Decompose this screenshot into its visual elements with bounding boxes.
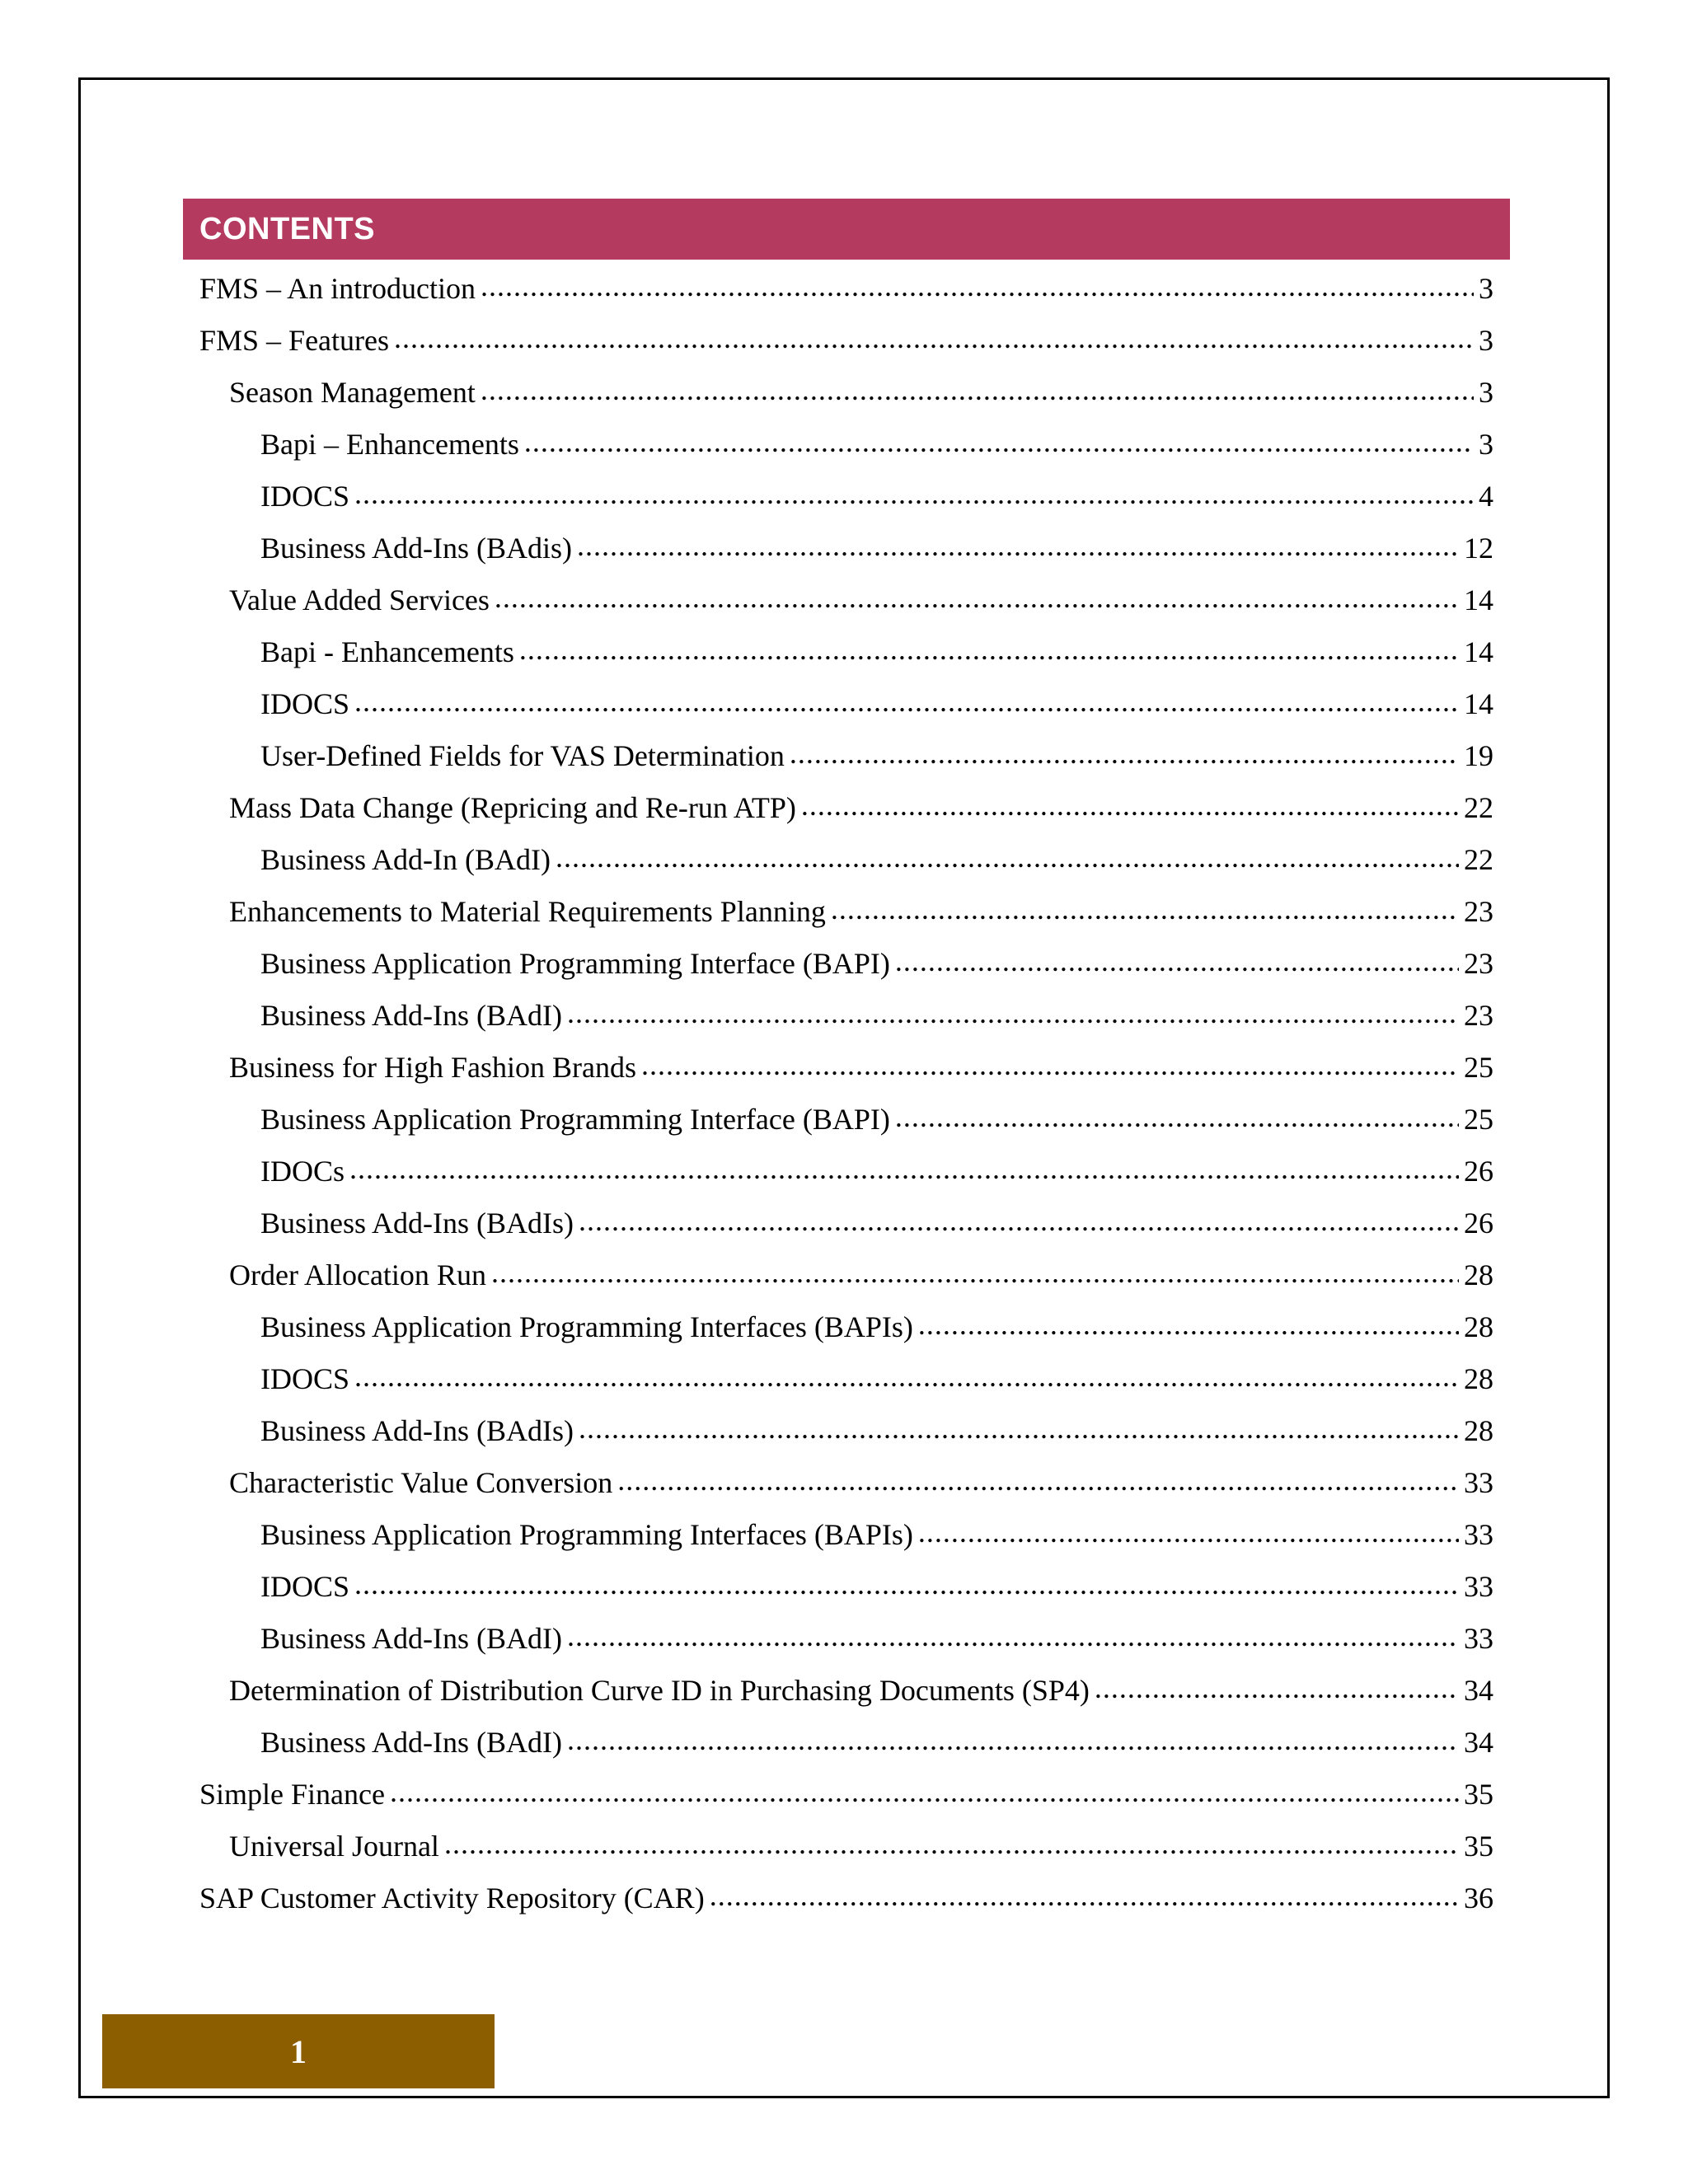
toc-entry-page: 34 bbox=[1464, 1725, 1493, 1759]
toc-entry-title: Business Add-Ins (BAdis) bbox=[260, 531, 573, 565]
toc-entry-title: Enhancements to Material Requirements Planning bbox=[229, 894, 826, 928]
toc-entry-page: 26 bbox=[1464, 1206, 1493, 1240]
page-number: 1 bbox=[290, 2032, 307, 2070]
toc-entry[interactable] bbox=[199, 626, 1493, 677]
toc-dot-leader bbox=[444, 1830, 1459, 1863]
toc-dot-leader bbox=[394, 324, 1474, 357]
toc-entry-title: Business Application Programming Interfaces (BAPIs) bbox=[260, 1517, 913, 1551]
toc-dot-leader bbox=[495, 583, 1459, 616]
toc-entry[interactable] bbox=[199, 1404, 1493, 1456]
toc-entry-title: Business Add-In (BAdI) bbox=[260, 842, 551, 876]
toc-dot-leader bbox=[710, 1882, 1459, 1915]
toc-entry[interactable] bbox=[199, 366, 1493, 418]
toc-dot-leader bbox=[354, 687, 1459, 720]
toc-entry-page: 25 bbox=[1464, 1050, 1493, 1084]
toc-entry[interactable] bbox=[199, 470, 1493, 522]
toc-entry[interactable] bbox=[199, 1872, 1493, 1924]
toc-entry-title: IDOCS bbox=[260, 479, 350, 513]
toc-entry[interactable] bbox=[199, 1508, 1493, 1560]
toc-entry[interactable] bbox=[199, 1093, 1493, 1145]
toc-entry-title: Business Application Programming Interface (BAPI) bbox=[260, 1102, 890, 1136]
toc-entry-page: 14 bbox=[1464, 635, 1493, 668]
toc-entry[interactable] bbox=[199, 677, 1493, 729]
toc-entry-title: SAP Customer Activity Repository (CAR) bbox=[199, 1881, 705, 1915]
page-number-box bbox=[102, 2014, 495, 2088]
toc-entry-page: 28 bbox=[1464, 1413, 1493, 1447]
toc-entry-page: 22 bbox=[1464, 790, 1493, 824]
toc-entry-page: 36 bbox=[1464, 1881, 1493, 1915]
toc-entry[interactable] bbox=[199, 1456, 1493, 1508]
toc-entry[interactable] bbox=[199, 1249, 1493, 1301]
toc-entry[interactable] bbox=[199, 418, 1493, 470]
toc-entry[interactable] bbox=[199, 314, 1493, 366]
toc-entry-page: 19 bbox=[1464, 738, 1493, 772]
toc-entry[interactable] bbox=[199, 781, 1493, 833]
toc-dot-leader bbox=[790, 739, 1459, 772]
toc-entry[interactable] bbox=[199, 1768, 1493, 1820]
toc-entry-page: 34 bbox=[1464, 1673, 1493, 1707]
toc-entry-title: FMS – Features bbox=[199, 323, 390, 357]
toc-entry[interactable] bbox=[199, 1197, 1493, 1249]
toc-dot-leader bbox=[579, 1207, 1459, 1240]
toc-entry-title: Order Allocation Run bbox=[229, 1258, 486, 1291]
toc-entry-page: 28 bbox=[1464, 1258, 1493, 1291]
toc-dot-leader bbox=[617, 1466, 1459, 1499]
toc-entry-title: Business for High Fashion Brands bbox=[229, 1050, 636, 1084]
toc-dot-leader bbox=[524, 428, 1474, 461]
toc-entry-title: Season Management bbox=[229, 375, 476, 409]
toc-entry-title: Business Application Programming Interfaces (BAPIs) bbox=[260, 1310, 913, 1343]
toc-entry-title: Value Added Services bbox=[229, 583, 490, 616]
toc-entry-title: User-Defined Fields for VAS Determination bbox=[260, 738, 785, 772]
toc-dot-leader bbox=[918, 1310, 1459, 1343]
toc-entry[interactable] bbox=[199, 1560, 1493, 1612]
toc-entry[interactable] bbox=[199, 885, 1493, 937]
toc-entry[interactable] bbox=[199, 833, 1493, 885]
toc-entry-page: 35 bbox=[1464, 1829, 1493, 1863]
table-of-contents bbox=[199, 262, 1493, 1924]
toc-entry-page: 23 bbox=[1464, 946, 1493, 980]
toc-entry-title: IDOCS bbox=[260, 1361, 350, 1395]
toc-dot-leader bbox=[801, 791, 1459, 824]
toc-dot-leader bbox=[354, 1570, 1459, 1603]
toc-entry-page: 28 bbox=[1464, 1361, 1493, 1395]
toc-entry[interactable] bbox=[199, 262, 1493, 314]
toc-dot-leader bbox=[577, 532, 1459, 565]
toc-entry-title: Simple Finance bbox=[199, 1777, 385, 1811]
toc-entry-page: 3 bbox=[1479, 323, 1493, 357]
toc-entry[interactable] bbox=[199, 1612, 1493, 1664]
toc-dot-leader bbox=[519, 635, 1459, 668]
toc-entry-title: IDOCs bbox=[260, 1154, 345, 1188]
toc-entry-page: 3 bbox=[1479, 375, 1493, 409]
toc-dot-leader bbox=[895, 1103, 1459, 1136]
toc-dot-leader bbox=[567, 999, 1459, 1032]
toc-entry-title: IDOCS bbox=[260, 687, 350, 720]
toc-entry-page: 28 bbox=[1464, 1310, 1493, 1343]
toc-entry-title: Bapi – Enhancements bbox=[260, 427, 519, 461]
toc-entry-page: 3 bbox=[1479, 271, 1493, 305]
toc-entry-page: 23 bbox=[1464, 894, 1493, 928]
toc-entry-title: Business Add-Ins (BAdI) bbox=[260, 1621, 562, 1655]
toc-entry[interactable] bbox=[199, 522, 1493, 574]
toc-entry-title: Bapi - Enhancements bbox=[260, 635, 514, 668]
toc-dot-leader bbox=[831, 895, 1459, 928]
toc-dot-leader bbox=[567, 1726, 1459, 1759]
toc-entry[interactable] bbox=[199, 1716, 1493, 1768]
toc-dot-leader bbox=[556, 843, 1459, 876]
toc-entry-page: 12 bbox=[1464, 531, 1493, 565]
toc-entry-title: Mass Data Change (Repricing and Re-run ATP) bbox=[229, 790, 796, 824]
toc-entry-page: 14 bbox=[1464, 583, 1493, 616]
toc-entry[interactable] bbox=[199, 1664, 1493, 1716]
toc-entry-page: 22 bbox=[1464, 842, 1493, 876]
toc-entry-page: 4 bbox=[1479, 479, 1493, 513]
toc-entry[interactable] bbox=[199, 729, 1493, 781]
toc-dot-leader bbox=[481, 272, 1474, 305]
toc-dot-leader bbox=[354, 480, 1474, 513]
toc-entry-page: 33 bbox=[1464, 1621, 1493, 1655]
toc-entry-page: 35 bbox=[1464, 1777, 1493, 1811]
toc-entry-title: Characteristic Value Conversion bbox=[229, 1465, 613, 1499]
toc-dot-leader bbox=[579, 1414, 1459, 1447]
toc-entry[interactable] bbox=[199, 1301, 1493, 1352]
toc-entry-title: Business Application Programming Interface (BAPI) bbox=[260, 946, 890, 980]
toc-entry[interactable] bbox=[199, 574, 1493, 626]
toc-dot-leader bbox=[918, 1518, 1459, 1551]
toc-dot-leader bbox=[481, 376, 1474, 409]
toc-entry-title: Business Add-Ins (BAdI) bbox=[260, 998, 562, 1032]
toc-entry-title: IDOCS bbox=[260, 1569, 350, 1603]
toc-entry-title: Business Add-Ins (BAdI) bbox=[260, 1725, 562, 1759]
toc-entry-page: 33 bbox=[1464, 1569, 1493, 1603]
toc-entry-title: Business Add-Ins (BAdIs) bbox=[260, 1206, 574, 1240]
toc-entry[interactable] bbox=[199, 937, 1493, 989]
toc-entry-page: 14 bbox=[1464, 687, 1493, 720]
toc-entry-title: FMS – An introduction bbox=[199, 271, 476, 305]
toc-dot-leader bbox=[354, 1362, 1459, 1395]
toc-entry-page: 33 bbox=[1464, 1465, 1493, 1499]
toc-entry-page: 25 bbox=[1464, 1102, 1493, 1136]
toc-entry-page: 33 bbox=[1464, 1517, 1493, 1551]
toc-dot-leader bbox=[491, 1258, 1459, 1291]
toc-dot-leader bbox=[895, 947, 1459, 980]
toc-entry-page: 3 bbox=[1479, 427, 1493, 461]
toc-dot-leader bbox=[349, 1155, 1459, 1188]
contents-title: CONTENTS bbox=[199, 211, 375, 246]
toc-entry-title: Business Add-Ins (BAdIs) bbox=[260, 1413, 574, 1447]
toc-entry-title: Universal Journal bbox=[229, 1829, 439, 1863]
toc-dot-leader bbox=[567, 1622, 1459, 1655]
toc-dot-leader bbox=[1095, 1674, 1459, 1707]
toc-entry[interactable] bbox=[199, 1145, 1493, 1197]
contents-header bbox=[183, 199, 1510, 260]
toc-entry[interactable] bbox=[199, 1041, 1493, 1093]
toc-dot-leader bbox=[641, 1051, 1459, 1084]
toc-dot-leader bbox=[390, 1778, 1459, 1811]
toc-entry[interactable] bbox=[199, 1820, 1493, 1872]
toc-entry-title: Determination of Distribution Curve ID in Purchasing Documents (SP4) bbox=[229, 1673, 1090, 1707]
toc-entry-page: 23 bbox=[1464, 998, 1493, 1032]
toc-entry-page: 26 bbox=[1464, 1154, 1493, 1188]
toc-entry[interactable] bbox=[199, 989, 1493, 1041]
toc-entry[interactable] bbox=[199, 1352, 1493, 1404]
